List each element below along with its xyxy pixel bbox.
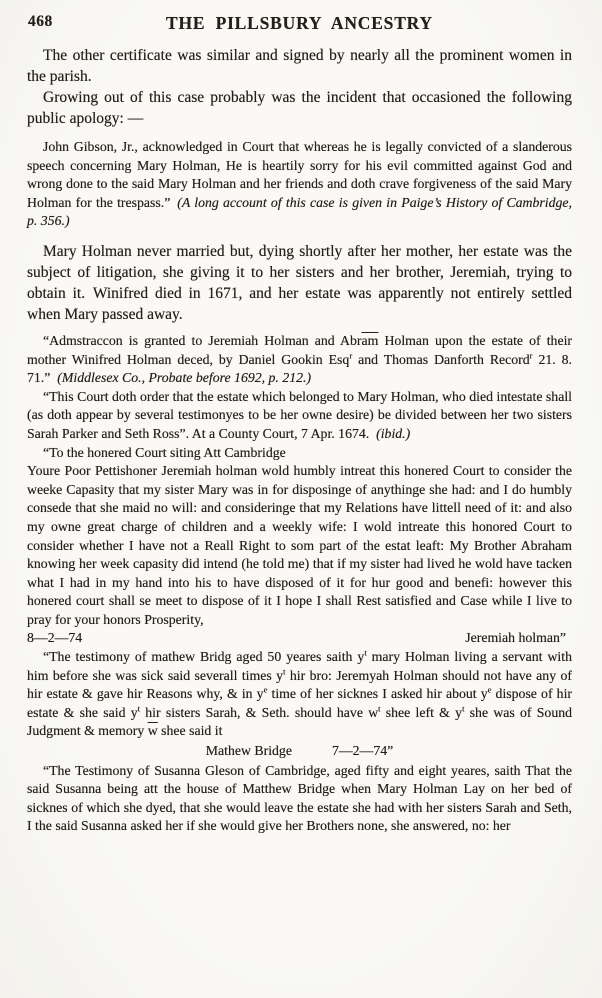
- paragraph-petition: Youre Poor Pettishoner Jeremiah holman wold humbly intreat this honered Court to consider the weeke Capasity that my sister Mary was in for disposinge of anythinge she had: and I do humbly consede that she maid no will: and consideringe that my Relations have littell need of it: and also my owne great charge of children and a weekly wife: I wold intreate this honored Court to consider whether I have not a Reall Right to som part of the estat leaft: My Brother Abraham knowing her week capasity did intend (he told me) that if my sister had lived he wold have tacken what I had in my hand into his to have disposed of it for hur good and benefi: however this honered court shall se meet to dispose of it I hope I shall Rest satisfied and Case while I live to pray for your honors Prosperity,: [27, 463, 572, 627]
- page-header: [27, 12, 572, 36]
- blockquote-court-order: “This Court doth order that the estate which belonged to Mary Holman, who died intestate shall (as doth appear by several testimonyes to be her owne desire) be divided between her two sisters Sarah Parker and Seth Ross”. At a County Court, 7 Apr. 1674. (ibid.): [27, 388, 572, 441]
- blockquote-admstraccon: “Admstraccon is granted to Jeremiah Holman and $Abr\overline{am}$ Holman upon the estate of their mother Winifred Holman deced, by Daniel Gookin Esq$^r$ and Thomas Danforth Record$^r$ 21. 8. 71.” (Middlesex Co., Probate before 1692, p. 212.): [27, 332, 572, 386]
- petition-signature: Jeremiah holman”: [465, 630, 566, 646]
- petition-date: 8—2—74: [27, 630, 83, 646]
- page-title: THE PILLSBURY ANCESTRY: [166, 13, 433, 33]
- blockquote-gleson-testimony: “The Testimony of Susanna Gleson of Cambridge, aged fifty and eight yeares, saith That the said Susanna being att the house of Matthew Bridge when Mary Holman Lay on her bed of sicknes of which she dyed, that she would leave the estate she had with her sisters Sarah and Seth, I the said Susanna asked her if she would give her Brothers none, she answered, no: her: [27, 762, 572, 834]
- page-number: 468: [28, 13, 53, 30]
- paragraph-apology-intro: Growing out of this case probably was the incident that occasioned the following public apology: —: [27, 89, 572, 127]
- paragraph-mary-holman-estate: Mary Holman never married but, dying shortly after her mother, her estate was the subject of litigation, she giving it to her sisters and her brother, Jeremiah, trying to obtain it. Winifred died in 1671, and her estate was apparently not entirely settled when Mary passed away.: [27, 242, 572, 323]
- petition-signature-row: [27, 629, 572, 648]
- line-petition-heading: “To the honered Court siting Att Cambridge: [43, 444, 286, 460]
- blockquote-gibson-apology: John Gibson, Jr., acknowledged in Court that whereas he is legally convicted of a slanderous speech concerning Mary Holman, He is heartily sorry for his evil committed against God and wrong done to the said Mary Holman and her friends and doth crave forgiveness of the said Mary Holman for the trespass.” (A long account of this case is given in Paige’s History of Cambridge, p. 356.): [27, 139, 572, 229]
- attestation-name: Mathew Bridge: [205, 743, 292, 759]
- blockquote-bridg-testimony: “The testimony of mathew Bridg aged 50 yeares saith $y^t$ mary Holman living a servant with him before she was sick said severall times $y^t$ hir bro: Jeremyah Holman should not have any of hir estate & gave hir Reasons why, & in $y^e$ time of her sicknes I asked hir about $y^e$ dispose of hir estate & she said $y^t$ hir sisters Sarah, & Seth. should have $w^t$ shee left & $y^t$ she was of Sound Judgment & memory $\overline{w}$ shee said it: [27, 647, 573, 739]
- paragraph-certificate: The other certificate was similar and signed by nearly all the prominent women in the parish.: [27, 47, 572, 85]
- attestation-date: 7—2—74”: [331, 743, 394, 759]
- bridge-attestation-row: [27, 742, 572, 761]
